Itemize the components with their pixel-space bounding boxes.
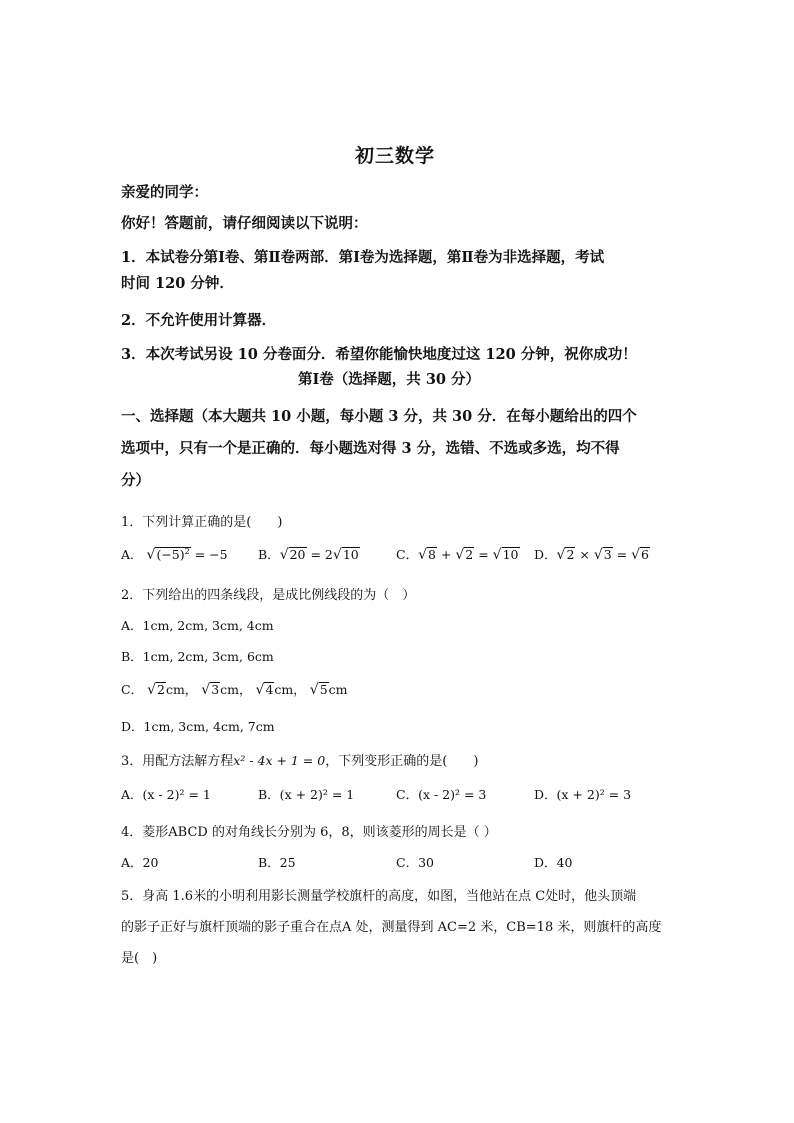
sqrt-sign: √ xyxy=(147,682,156,698)
part-1-instructions-line-2: 选项中，只有一个是正确的．每小题选对得 3 分，选错、不选或多选，均不得 xyxy=(121,440,620,457)
unit: cm xyxy=(165,682,185,697)
unit: cm xyxy=(220,682,240,697)
radicand: 3 xyxy=(603,547,612,562)
question-1-option-c xyxy=(396,545,520,563)
sqrt-sign: √ xyxy=(492,547,502,563)
radicand: 10 xyxy=(342,547,359,562)
question-3-option-a: A．(x - 2)² = 1 xyxy=(121,787,211,802)
operator: + xyxy=(436,547,456,562)
equals: = xyxy=(612,547,632,562)
note-3: 3．本次考试另设 10 分卷面分．希望你能愉快地度过这 120 分钟，祝你成功！ xyxy=(121,346,637,363)
expression-tail: = −5 xyxy=(190,547,228,562)
option-label: B． xyxy=(258,547,280,562)
radicand: 2 xyxy=(566,547,575,562)
question-1-option-a xyxy=(121,545,228,563)
radicand: 8 xyxy=(428,547,436,562)
question-4-option-d: D．40 xyxy=(534,855,573,870)
equation: x² - 4x + 1 = 0 xyxy=(233,753,326,768)
radicand: 3 xyxy=(211,682,220,697)
radicand xyxy=(155,547,190,562)
question-5-line-2: 的影子正好与旗杆顶端的影子重合在点A 处，测量得到 AC=2 米，CB=18 米，则旗杆的高度 xyxy=(121,920,662,935)
unit: cm xyxy=(328,682,348,697)
sqrt-sign: √ xyxy=(418,547,427,563)
question-4-option-c: C．30 xyxy=(396,855,434,870)
operator: × xyxy=(575,547,594,562)
question-4-option-b: B．25 xyxy=(258,855,296,870)
separator: ， xyxy=(184,682,198,697)
note-2: 2．不允许使用计算器． xyxy=(121,312,277,329)
equals: = xyxy=(474,547,493,562)
question-1-stem: 1．下列计算正确的是( ) xyxy=(121,515,283,530)
separator: ， xyxy=(239,682,252,697)
question-4-stem: 4．菱形ABCD 的对角线长分别为 6，8，则该菱形的周长是（ ） xyxy=(121,825,497,840)
option-label: C． xyxy=(121,682,144,697)
section-title: 第Ⅰ卷（选择题，共 30 分） xyxy=(298,371,481,388)
question-3-option-c: C．(x - 2)² = 3 xyxy=(396,787,487,802)
radicand: 4 xyxy=(265,682,274,697)
sqrt-sign: √ xyxy=(593,547,603,563)
question-2-stem: 2．下列给出的四条线段，是成比例线段的为（ ） xyxy=(121,588,416,603)
intro: 你好！答题前，请仔细阅读以下说明： xyxy=(121,215,368,232)
question-3-option-d: D．(x + 2)² = 3 xyxy=(534,787,632,802)
exponent: 2 xyxy=(184,546,190,556)
sqrt-sign: √ xyxy=(146,547,156,563)
unit: cm xyxy=(274,682,294,697)
sqrt-sign: √ xyxy=(332,547,342,563)
sqrt-sign: √ xyxy=(455,547,465,563)
sqrt-sign: √ xyxy=(631,547,641,563)
part-1-instructions-line-3: 分） xyxy=(121,472,150,489)
question-3-option-b: B．(x + 2)² = 1 xyxy=(258,787,355,802)
radicand: 6 xyxy=(641,547,649,562)
radicand: 2 xyxy=(156,682,165,697)
radicand: 5 xyxy=(319,682,328,697)
option-label: C． xyxy=(396,547,419,562)
page-title: 初三数学 xyxy=(355,145,436,167)
question-1-option-b xyxy=(258,545,360,563)
sqrt-sign: √ xyxy=(201,682,211,698)
question-1-option-d xyxy=(534,545,650,563)
sqrt-sign: √ xyxy=(309,682,319,698)
radicand: 20 xyxy=(289,547,306,562)
option-label: A． xyxy=(121,547,143,562)
note-1-line-1: 1．本试卷分第Ⅰ卷、第Ⅱ卷两部．第Ⅰ卷为选择题，第Ⅱ卷为非选择题，考试 xyxy=(121,249,605,266)
question-2-option-b: B．1cm, 2cm, 3cm, 6cm xyxy=(121,649,274,664)
question-2-option-a: A．1cm, 2cm, 3cm, 4cm xyxy=(121,618,274,633)
question-2-option-c xyxy=(121,680,348,698)
sqrt-sign: √ xyxy=(279,547,289,563)
greeting: 亲爱的同学： xyxy=(121,184,208,201)
radicand: 2 xyxy=(465,547,474,562)
note-1-line-2: 时间 120 分钟． xyxy=(121,275,234,292)
sqrt-sign: √ xyxy=(255,682,265,698)
radicand-text: (−5) xyxy=(156,547,185,562)
radicand: 10 xyxy=(502,547,519,562)
option-label: D． xyxy=(534,547,557,562)
stem-text: ，下列变形正确的是( ) xyxy=(325,754,479,769)
question-3-stem xyxy=(121,750,478,769)
question-5-line-3: 是( ) xyxy=(121,951,158,966)
question-2-option-d: D．1cm, 3cm, 4cm, 7cm xyxy=(121,719,275,734)
part-1-instructions-line-1: 一、选择题（本大题共 10 小题，每小题 3 分，共 30 分．在每小题给出的四个 xyxy=(121,408,637,425)
expression-middle: = 2 xyxy=(306,547,333,562)
sqrt-sign: √ xyxy=(556,547,566,563)
question-5-line-1: 5．身高 1.6米的小明利用影长测量学校旗杆的高度，如图，当他站在点 C处时，他头顶端 xyxy=(121,889,637,904)
stem-text: 3．用配方法解方程 xyxy=(121,754,234,769)
question-4-option-a: A．20 xyxy=(121,855,159,870)
separator: ， xyxy=(293,682,306,697)
